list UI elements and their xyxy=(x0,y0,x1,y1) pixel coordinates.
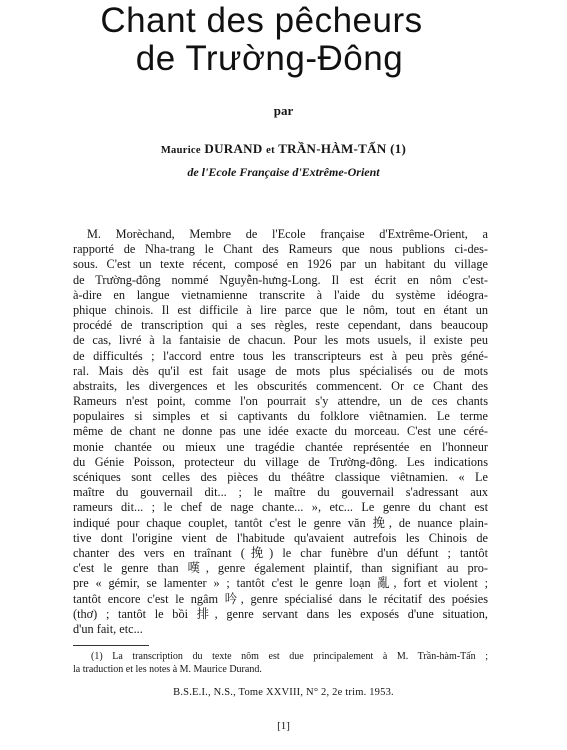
body-text-line: de difficultés ; l'accord entre tous les transcripteurs est à peu près géné- xyxy=(73,348,488,363)
article-title-line-2: de Trường-Đông xyxy=(135,39,404,78)
page-number: [1] xyxy=(277,720,290,732)
body-text-line: tive dont l'origine vient de l'habitude qu'avaient autrefois les Chinois de xyxy=(73,530,488,545)
body-text-line: procédé de transcription qui a ses règles, reste cependant, dans beaucoup xyxy=(73,318,488,333)
byline-par: par xyxy=(273,103,294,118)
body-text-line: de Trường-đông nommé Nguyễn-hưng-Long. Il est écrit en nôm c'est- xyxy=(73,272,488,287)
footnote-divider xyxy=(73,645,149,646)
journal-reference: B.S.E.I., N.S., Tome XXVIII, N° 2, 2e trim. 1953. xyxy=(173,687,394,698)
body-text-line: rapporté de Nha-trang le Chant des Rameurs que nous publions ci-des- xyxy=(73,242,488,257)
body-text-line: rameurs dit... ; le chef de nage chante... », etc... Le genre du chant est xyxy=(73,500,488,515)
body-text-line: M. Morèchand, Membre de l'Ecole française d'Extrême-Orient, a xyxy=(87,227,488,241)
body-text-line: phique chinois. Il est difficile à lire parce que le nôm, tout en étant un xyxy=(73,302,488,317)
body-text-line: monie chantée ou mieux une tragédie chantée représentée en l'honneur xyxy=(73,439,488,454)
footnote xyxy=(73,650,488,676)
body-text-line: chanter des vers en traînant (挽) le char funèbre d'un défunt ; tantôt xyxy=(73,545,488,560)
body-paragraph xyxy=(73,227,488,637)
body-text-line: c'est le genre than 嘆, genre également plaintif, than signifiant au pro- xyxy=(73,561,488,576)
article-title-line-1: Chant des pêcheurs xyxy=(100,1,423,40)
body-text-line: d'un fait, etc... xyxy=(73,621,143,636)
author-conjunction: et xyxy=(266,145,275,156)
author2-name: TRẦN-HÀM-TẤN xyxy=(278,141,387,156)
footnote-text-line: (1) La transcription du texte nôm est due principalement à M. Trần-hàm-Tấn ; xyxy=(91,651,488,662)
body-text-line: tantôt encore c'est le ngâm 吟, genre spécialisé dans le récitatif des poésies xyxy=(73,591,488,606)
footnote-text-line: la traduction et les notes à M. Maurice Durand. xyxy=(73,664,262,675)
body-text-line: Rameurs n'est point, comme l'on pourrait s'y attendre, un de ces chants xyxy=(73,394,488,409)
body-text-line: abstraits, les divergences et les obscurités commencent. Or ce Chant des xyxy=(73,378,488,393)
body-text-line: pre « gémir, se lamenter » ; tantôt c'est le genre loạn 亂, fort et violent ; xyxy=(73,576,488,591)
body-text-line: populaires si simples et si captivants du folklore viêtnamien. Le terme xyxy=(73,409,488,424)
body-text-line: scéniques sont celles des pièces du théâtre classique viêtnamien. « Le xyxy=(73,470,488,484)
author1-last-name: DURAND xyxy=(204,141,263,156)
author1-first-name: Maurice xyxy=(160,145,201,156)
footnote-reference: (1) xyxy=(390,141,407,156)
body-text-line: du Génie Poisson, protecteur du village de Trường-đông. Les indications xyxy=(73,454,488,469)
body-text-line: ral. Mais dès qu'il est fait usage de mots plus spécialisés ou de mots xyxy=(73,363,488,378)
body-text-line: indiqué pour chaque couplet, tantôt c'est le genre văn 挽, de nuance plain- xyxy=(73,515,488,530)
body-text-line: à-dire en langue vietnamienne transcrite à l'aide du système idéogra- xyxy=(73,287,488,302)
body-text-line: maître du gouvernail dit... ; le maître du gouvernail s'adressant aux xyxy=(73,485,488,500)
body-text-line: même de chant ne donne pas une idée exacte du morceau. C'est une céré- xyxy=(73,424,488,439)
affiliation: de l'Ecole Française d'Extrême-Orient xyxy=(187,165,380,179)
body-text-line: (thơ) ; tantôt le bồi 排, genre servant dans les exposés d'une situation, xyxy=(73,606,488,621)
body-text-line: sous. C'est un texte récent, composé en 1926 par un habitant du village xyxy=(73,257,488,272)
body-text-line: de cas, livré à la fantaisie de chacun. Pour les mots usuels, il existe peu xyxy=(73,333,488,348)
authors-line xyxy=(0,141,567,157)
